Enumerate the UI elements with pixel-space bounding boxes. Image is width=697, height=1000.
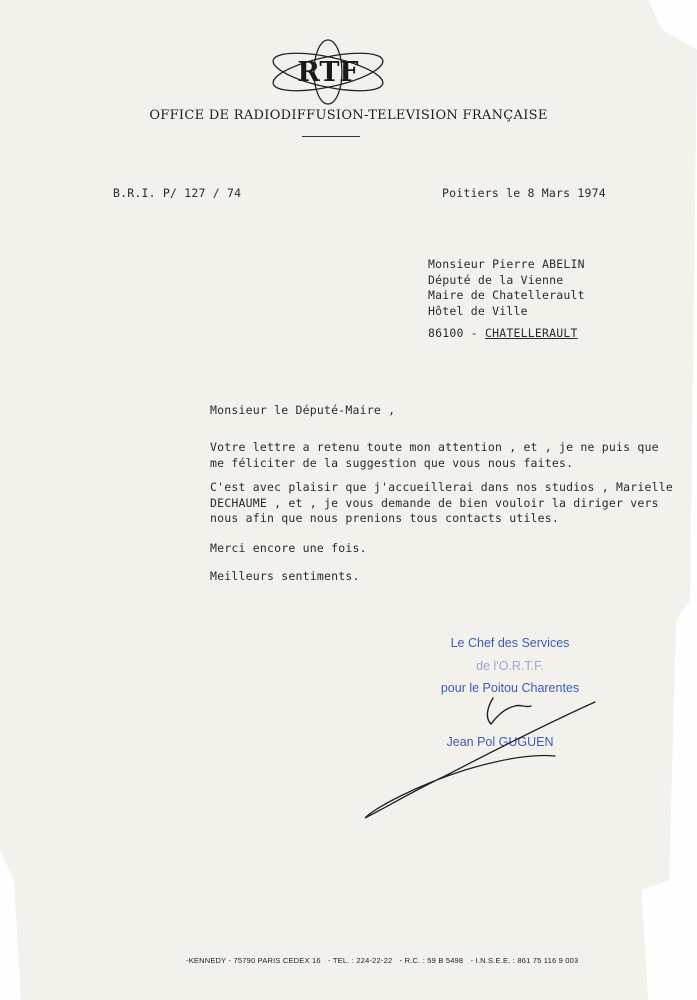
footer-info bbox=[186, 956, 583, 965]
reference-number: B.R.I. P/ 127 / 74 bbox=[113, 186, 242, 200]
paragraph-line: C'est avec plaisir que j'accueillerai dans nos studios , Marielle bbox=[210, 480, 674, 494]
paragraph-line: DECHAUME , et , je vous demande de bien vouloir la diriger vers bbox=[210, 495, 659, 510]
recipient-line: Député de la Vienne bbox=[428, 272, 564, 287]
footer-insee: - I.N.S.E.E. : 861 75 116 9 003 bbox=[470, 956, 579, 965]
footer-address: -KENNEDY - 75790 PARIS CEDEX 16 bbox=[186, 956, 321, 965]
handwritten-signature bbox=[355, 690, 605, 825]
logo-text: RTF bbox=[297, 57, 359, 88]
paragraph-line: Votre lettre a retenu toute mon attention , et , je ne puis que bbox=[210, 440, 659, 454]
paragraph-1 bbox=[210, 440, 659, 471]
postal-code: 86100 - bbox=[428, 326, 478, 340]
paragraph-2 bbox=[210, 480, 673, 527]
letter-date: Poitiers le 8 Mars 1974 bbox=[442, 186, 606, 200]
recipient-line: Maire de Chatellerault bbox=[428, 288, 585, 302]
footer-telephone: - TEL. : 224-22-22 bbox=[328, 956, 393, 965]
thanks-line: Merci encore une fois. bbox=[210, 541, 367, 555]
signatory-name: Jean Pol GUGUEN bbox=[446, 735, 554, 749]
recipient-city: CHATELLERAULT bbox=[485, 326, 578, 340]
organization-name: OFFICE DE RADIODIFFUSION-TELEVISION FRANÇAISE bbox=[149, 108, 548, 123]
salutation: Monsieur le Député-Maire , bbox=[210, 403, 396, 417]
stamp-line-2: de l'O.R.T.F. bbox=[476, 659, 544, 673]
recipient-address bbox=[428, 257, 585, 319]
recipient-city-line bbox=[428, 326, 578, 340]
rtf-logo bbox=[268, 38, 388, 106]
recipient-line: Hôtel de Ville bbox=[428, 303, 528, 318]
footer-rc: - R.C. : 59 B 5498 bbox=[399, 956, 464, 965]
closing-line: Meilleurs sentiments. bbox=[210, 569, 360, 583]
paragraph-line: nous afin que nous prenions tous contacts utiles. bbox=[210, 511, 560, 525]
paragraph-line: me féliciter de la suggestion que vous nous faites. bbox=[210, 455, 574, 470]
stamp-line-1: Le Chef des Services bbox=[450, 636, 570, 650]
recipient-line: Monsieur Pierre ABELIN bbox=[428, 257, 585, 271]
stamp-line-3: pour le Poitou Charentes bbox=[440, 681, 580, 695]
header-divider bbox=[302, 136, 360, 137]
